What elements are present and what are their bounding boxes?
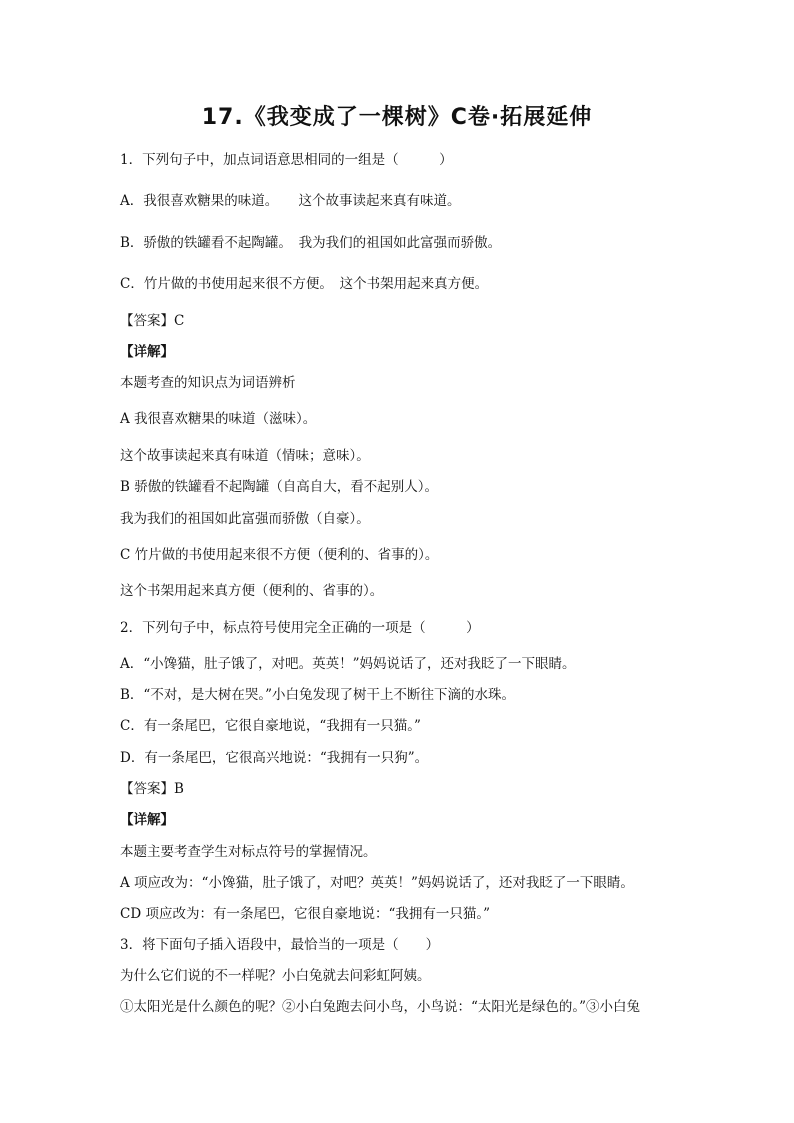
question-2-explanation-line: CD 项应改为：有一条尾巴，它很自豪地说：“我拥有一只猫。” — [120, 906, 490, 922]
question-1-option-a: A．我很喜欢糖果的味道。 这个故事读起来真有味道。 — [120, 193, 461, 209]
question-2-explanation-line: A 项应改为：“小馋猫，肚子饿了，对吧？英英！”妈妈说话了，还对我眨了一下眼睛。 — [120, 875, 634, 891]
question-1-option-b: B．骄傲的铁罐看不起陶罐。 我为我们的祖国如此富强而骄傲。 — [120, 235, 502, 251]
question-2-explanation-line: 本题主要考查学生对标点符号的掌握情况。 — [120, 844, 377, 860]
question-2-option-a: A．“小馋猫，肚子饿了，对吧。英英！”妈妈说话了，还对我眨了一下眼睛。 — [120, 656, 576, 672]
question-2-option-b: B．“不对，是大树在哭。”小白兔发现了树干上不断往下滴的水珠。 — [120, 687, 515, 703]
question-2-stem: 2．下列句子中，标点符号使用完全正确的一项是（ ） — [120, 620, 480, 636]
question-2-option-d: D．有一条尾巴，它很高兴地说：“我拥有一只狗”。 — [120, 750, 429, 766]
question-2-answer: 【答案】B — [120, 781, 184, 797]
question-3-passage: ①太阳光是什么颜色的呢？②小白兔跑去问小鸟，小鸟说：“太阳光是绿色的。”③小白兔 — [120, 999, 641, 1015]
question-1-explanation-line: 这个故事读起来真有味道（情味；意味）。 — [120, 448, 370, 464]
question-1-explanation-line: 这个书架用起来真方便（便利的、省事的）。 — [120, 583, 384, 599]
question-1-stem: 1．下列句子中，加点词语意思相同的一组是（ ） — [120, 152, 453, 168]
question-1-explanation-line: 本题考查的知识点为词语辨析 — [120, 375, 296, 391]
question-1-detail-label: 【详解】 — [120, 344, 174, 360]
question-2-option-c: C．有一条尾巴，它很自豪地说，“我拥有一只猫。” — [120, 718, 421, 734]
question-1-explanation-line: 我为我们的祖国如此富强而骄傲（自豪）。 — [120, 511, 370, 527]
question-1-explanation-line: B 骄傲的铁罐看不起陶罐（自高自大，看不起别人）。 — [120, 479, 438, 495]
question-3-sentence: 为什么它们说的不一样呢？小白兔就去问彩虹阿姨。 — [120, 968, 431, 984]
question-2-detail-label: 【详解】 — [120, 812, 174, 828]
question-1-explanation-line: C 竹片做的书使用起来很不方便（便利的、省事的）。 — [120, 547, 439, 563]
question-1-option-c: C．竹片做的书使用起来很不方便。 这个书架用起来真方便。 — [120, 276, 489, 292]
question-1-explanation-line: A 我很喜欢糖果的味道（滋味）。 — [120, 411, 317, 427]
question-3-stem: 3．将下面句子插入语段中，最恰当的一项是（ ） — [120, 937, 440, 953]
page-title: 17.《我变成了一棵树》C卷·拓展延伸 — [201, 105, 593, 130]
question-1-answer: 【答案】C — [120, 313, 185, 329]
